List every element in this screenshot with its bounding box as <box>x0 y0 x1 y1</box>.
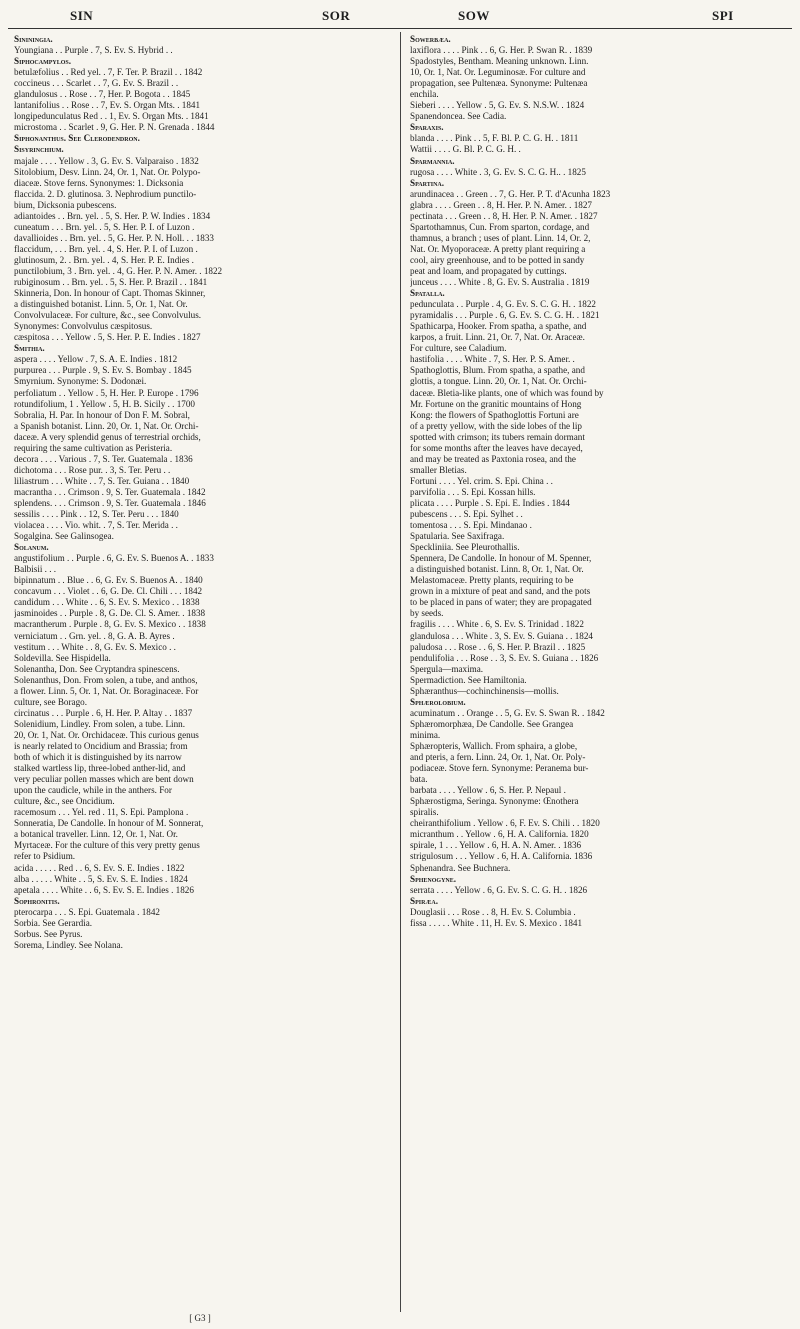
entry-line: perfoliatum . . Yellow . 5, H. Her. P. Europe . 1796 <box>14 387 199 398</box>
entry-line: alba . . . . . White . . 5, S. Ev. S. E. Indies . 1824 <box>14 873 188 884</box>
entry-line: parvifolia . . . S. Epi. Kossan hills. <box>410 486 536 497</box>
left-column <box>14 34 392 951</box>
entry-line: Sobralia, H. Par. In honour of Don F. M. Sobral, <box>14 409 190 420</box>
header-left-outer: SIN <box>70 8 94 23</box>
entry-line: strigulosum . . . Yellow . 6, H. A. California. 1836 <box>410 851 593 862</box>
entry-line: blanda . . . . Pink . . 5, F. Bl. P. C. G. H. . 1811 <box>410 133 579 144</box>
entry-line: macrantha . . . Crimson . 9, S. Ter. Guatemala . 1842 <box>14 486 206 497</box>
entry-line: tomentosa . . . S. Epi. Mindanao . <box>410 520 532 531</box>
entry-line: a distinguished botanist. Linn. 5, Or. 1, Nat. Or. <box>14 299 188 310</box>
entry-line: purpurea . . . Purple . 9, S. Ev. S. Bombay . 1845 <box>14 365 192 376</box>
entry-line: Speckliniia. See Pleurothallis. <box>410 542 520 553</box>
entry-line: verniciatum . . Grn. yel. . 8, G. A. B. Ayres . <box>14 630 175 641</box>
entry-line: rugosa . . . . White . 3, G. Ev. S. C. G. H.. . 1825 <box>410 166 586 177</box>
entry-line: for some months after the leaves have decayed, <box>410 442 583 453</box>
entry-line: podiaceæ. Stove fern. Synonyme: Peranema bur- <box>410 763 589 774</box>
entry-line: Spathicarpa, Hooker. From spatha, a spathe, and <box>410 321 587 332</box>
entry-line: and pteris, a fern. Linn. 24, Or. 1, Nat. Or. Poly- <box>410 752 586 763</box>
entry-line: paludosa . . . Rose . . 6, S. Her. P. Brazil . . 1825 <box>410 641 586 652</box>
genus-heading: Siphocampylos. <box>14 56 72 67</box>
entry-line: thamnus, a branch ; uses of plant. Linn. 14, Or. 2, <box>410 232 591 243</box>
entry-line: peat and loam, and propagated by cuttings. <box>410 265 567 276</box>
entry-line: is nearly related to Oncidium and Brassia; from <box>14 741 188 751</box>
entry-line: Spennera, De Candolle. In honour of M. Spenner, <box>410 553 592 564</box>
entry-line: Melastomaceæ. Pretty plants, requiring to be <box>410 575 574 586</box>
genus-heading: Spartina. <box>410 177 445 188</box>
entry-line: Kong: the flowers of Spathoglottis Fortuni are <box>410 409 579 420</box>
entry-line: a Spanish botanist. Linn. 20, Or. 1, Nat. Or. Orchi- <box>14 420 199 431</box>
entry-line: pendulifolia . . . Rose . . 3, S. Ev. S. Guiana . . 1826 <box>410 652 599 663</box>
entry-line: of a pretty yellow, with the side lobes of the lip <box>410 420 582 431</box>
genus-heading: Smithia. <box>14 343 45 354</box>
entry-line: glandulosa . . . White . 3, S. Ev. S. Guiana . . 1824 <box>410 630 593 641</box>
entry-line: and may be treated as Paxtonia rosea, and the <box>410 453 576 464</box>
entry-line: racemosum . . . Yel. red . 11, S. Epi. Pamplona . <box>14 807 189 818</box>
entry-line: bium, Dicksonia pubescens. <box>14 199 117 210</box>
page-number: [ G3 ] <box>189 1313 211 1323</box>
entry-line: cool, airy greenhouse, and to be potted in sandy <box>410 254 585 265</box>
entry-line: decora . . . . Various . 7, S. Ter. Guatemala . 1836 <box>14 453 193 464</box>
entry-line: Solenantha, Don. See Cryptandra spinescens. <box>14 663 180 674</box>
header-rule <box>8 28 792 29</box>
entry-line: Sonneratia, De Candolle. In honour of M. Sonnerat, <box>14 818 204 829</box>
genus-heading: Sparaxis. <box>410 122 444 133</box>
entry-line: Fortuni . . . . Yel. crim. S. Epi. China . . <box>410 475 553 486</box>
entry-line: requiring the same cultivation as Peristeria. <box>14 442 173 453</box>
entry-line: pectinata . . . Green . . 8, H. Her. P. N. Amer. . 1827 <box>410 210 598 221</box>
entry-line: daceæ. A very splendid genus of terrestrial orchids, <box>14 431 201 442</box>
entry-line: plicata . . . . Purple . S. Epi. E. Indies . 1844 <box>410 497 570 508</box>
entry-line: liliastrum . . . White . . 7, S. Ter. Guiana . . 1840 <box>14 475 190 486</box>
entry-line: glandulosus . . Rose . . 7, Her. P. Bogota . . 1845 <box>14 89 191 100</box>
entry-line: longipedunculatus Red . . 1, Ev. S. Organ Mts. . 1841 <box>14 111 209 122</box>
entry-line: refer to Psidium. <box>14 851 76 862</box>
entry-line: punctilobium, 3 . Brn. yel. . 4, G. Her. P. N. Amer. . 1822 <box>14 265 223 276</box>
genus-heading: Sisyrinchium. <box>14 144 64 155</box>
entry-line: junceus . . . . White . 8, G. Ev. S. Australia . 1819 <box>410 277 590 288</box>
entry-line: rotundifolium, 1 . Yellow . 5, H. B. Sicily . . 1700 <box>14 398 195 409</box>
genus-heading: Spiræa. <box>410 895 439 906</box>
entry-line: cæspitosa . . . Yellow . 5, S. Her. P. E. Indies . 1827 <box>14 332 201 343</box>
entry-line: spiralis. <box>410 807 439 818</box>
entry-line: Sphenandra. See Buchnera. <box>410 862 511 873</box>
entry-line: pedunculata . . Purple . 4, G. Ev. S. C. G. H. . 1822 <box>410 299 596 310</box>
entry-line: candidum . . . White . . 6, S. Ev. S. Mexico . . 1838 <box>14 597 200 608</box>
entry-line: upon the caudicle, while in the anthers. For <box>14 785 172 796</box>
genus-heading: Siphonanthus. See Clerodendron. <box>14 133 140 144</box>
entry-line: both of which it is distinguished by its narrow <box>14 752 182 763</box>
entry-line: Nat. Or. Myoporaceæ. A pretty plant requiring a <box>410 243 586 254</box>
column-divider <box>400 32 401 1312</box>
entry-line: to be placed in pans of water; they are propagated <box>410 597 592 608</box>
entry-line: Convolvulaceæ. For culture, &c., see Convolvulus. <box>14 310 202 321</box>
entry-line: adiantoides . . Brn. yel. . 5, S. Her. P. W. Indies . 1834 <box>14 210 211 221</box>
entry-line: enchila. <box>410 89 439 100</box>
entry-line: Spathoglottis, Blum. From spatha, a spathe, and <box>410 365 585 376</box>
entry-line: Synonymes: Convolvulus cæspitosus. <box>14 321 153 332</box>
entry-line: Douglasii . . . Rose . . 8, H. Ev. S. Columbia . <box>410 906 576 917</box>
entry-line: Spartothamnus, Cun. From sparton, cordage, and <box>410 221 590 232</box>
entry-line: cuneatum . . . Brn. yel. . 5, S. Her. P. I. of Luzon . <box>14 221 195 232</box>
genus-heading: Sparmannia. <box>410 155 455 166</box>
entry-line: macrantherum . Purple . 8, G. Ev. S. Mexico . . 1838 <box>14 619 206 630</box>
entry-line: Spatularia. See Saxifraga. <box>410 531 505 542</box>
entry-line: Sorema, Lindley. See Nolana. <box>14 939 123 950</box>
entry-line: Spanendoncea. See Cadia. <box>410 111 507 122</box>
entry-line: vestitum . . . White . . 8, G. Ev. S. Mexico . . <box>14 641 176 652</box>
entry-line: cheiranthifolium . Yellow . 6, F. Ev. S. Chili . . 1820 <box>410 818 600 829</box>
entry-line: Mr. Fortune on the granitic mountains of Hong <box>410 398 582 409</box>
entry-line: Sitolobium, Desv. Linn. 24, Or. 1, Nat. Or. Polypo- <box>14 166 201 177</box>
entry-line: flaccidum, . . . Brn. yel. . 4, S. Her. P. I. of Luzon . <box>14 243 198 254</box>
page-header <box>0 0 800 30</box>
entry-line: concavum . . . Violet . . 6, G. De. Cl. Chili . . . 1842 <box>14 586 203 597</box>
entry-line: Spergula—maxima. <box>410 663 484 674</box>
entry-line: bipinnatum . . Blue . . 6, G. Ev. S. Buenos A. . 1840 <box>14 575 203 586</box>
entry-line: circinatus . . . Purple . 6, H. Her. P. Altay . . 1837 <box>14 707 193 718</box>
entry-line: pubescens . . . S. Epi. Sylhet . . <box>410 509 523 520</box>
entry-line: a distinguished botanist. Linn. 8, Or. 1, Nat. Or. <box>410 564 584 575</box>
entry-line: very peculiar pollen masses which are bent down <box>14 774 194 785</box>
entry-line: For culture, see Caladium. <box>410 343 507 354</box>
entry-line: Sphæropteris, Wallich. From sphaira, a globe, <box>410 741 578 751</box>
entry-line: Solenanthus, Don. From solen, a tube, and anthos, <box>14 674 198 685</box>
entry-line: serrata . . . . Yellow . 6, G. Ev. S. C. G. H. . 1826 <box>410 884 588 895</box>
entry-line: Spadostyles, Bentham. Meaning unknown. Linn. <box>410 56 589 67</box>
entry-line: glutinosum, 2. . Brn. yel. . 4, S. Her. P. E. Indies . <box>14 254 194 265</box>
entry-line: rubiginosum . . Brn. yel. . 5, S. Her. P. Brazil . . 1841 <box>14 277 208 288</box>
entry-line: fissa . . . . . White . 11, H. Ev. S. Mexico . 1841 <box>410 917 583 928</box>
entry-line: culture, see Borago. <box>14 696 87 707</box>
genus-heading: Sophronitis. <box>14 895 60 906</box>
header-right-outer: SPI <box>712 8 734 23</box>
entry-line: 10, Or. 1, Nat. Or. Leguminosæ. For culture and <box>410 67 586 78</box>
genus-heading: Sowerbæa. <box>410 34 451 44</box>
entry-line: Sieberi . . . . Yellow . 5, G. Ev. S. N.S.W. . 1824 <box>410 100 585 111</box>
entry-line: Sphæranthus—cochinchinensis—mollis. <box>410 685 559 696</box>
entry-line: aspera . . . . Yellow . 7, S. A. E. Indies . 1812 <box>14 354 178 365</box>
entry-line: minima. <box>410 729 441 740</box>
entry-line: spotted with crimson; its tubers remain dormant <box>410 431 585 442</box>
genus-heading: Solanum. <box>14 542 49 553</box>
entry-line: Sorbus. See Pyrus. <box>14 928 83 939</box>
entry-line: coccineus . . . Scarlet . . 7, G. Ev. S. Brazil . . <box>14 78 179 89</box>
entry-line: daceæ. Bletia-like plants, one of which was found by <box>410 387 604 398</box>
genus-heading: Spatalla. <box>410 288 445 299</box>
entry-line: glabra . . . . Green . . 8, H. Her. P. N. Amer. . 1827 <box>410 199 592 210</box>
entry-line: microstoma . . Scarlet . 9, G. Her. P. N. Grenada . 1844 <box>14 122 215 133</box>
entry-line: glottis, a tongue. Linn. 20, Or. 1, Nat. Or. Orchi- <box>410 376 587 387</box>
entry-line: a botanical traveller. Linn. 12, Or. 1, Nat. Or. <box>14 829 178 840</box>
entry-line: splendens. . . . Crimson . 9, S. Ter. Guatemala . 1846 <box>14 497 206 508</box>
entry-line: Smyrnium. Synonyme: S. Dodonæi. <box>14 376 147 387</box>
entry-line: by seeds. <box>410 608 444 619</box>
entry-line: a flower. Linn. 5, Or. 1, Nat. Or. Boraginaceæ. For <box>14 685 199 696</box>
genus-heading: Sphærolobium. <box>410 696 466 707</box>
entry-line: micranthum . . Yellow . 6, H. A. California. 1820 <box>410 829 589 840</box>
entry-line: bata. <box>410 774 428 785</box>
entry-line: davallioides . . Brn. yel. . 5, G. Her. P. N. Holl. . . 1833 <box>14 232 214 243</box>
header-left-inner: SOR <box>322 8 351 23</box>
entry-line: propagation, see Pultenæa. Synonyme: Pultenæa <box>410 78 588 89</box>
entry-line: pterocarpa . . . S. Epi. Guatemala . 1842 <box>14 906 160 917</box>
entry-line: stalked wartless lip, three-lobed anther-lid, and <box>14 763 186 774</box>
entry-line: Soldevilla. See Hispidella. <box>14 652 111 663</box>
entry-line: spirale, 1 . . . Yellow . 6, H. A. N. Amer. . 1836 <box>410 840 582 851</box>
entry-line: acida . . . . . Red . . 6, S. Ev. S. E. Indies . 1822 <box>14 862 185 873</box>
entry-line: Balbisii . . . <box>14 564 57 575</box>
entry-line: hastifolia . . . . White . 7, S. Her. P. S. Amer. . <box>410 354 575 365</box>
entry-line: jasminoides . . Purple . 8, G. De. Cl. S. Amer. . 1838 <box>14 608 206 619</box>
entry-line: culture, &c., see Oncidium. <box>14 796 115 807</box>
entry-line: Solenidium, Lindley. From solen, a tube. Linn. <box>14 718 185 729</box>
entry-line: Sphærostigma, Seringa. Synonyme: Œnothera <box>410 796 579 807</box>
entry-line: betulæfolius . . Red yel. . 7, F. Ter. P. Brazil . . 1842 <box>14 67 203 78</box>
entry-line: smaller Bletias. <box>410 464 467 475</box>
entry-line: acuminatum . . Orange . . 5, G. Ev. S. Swan R. . 1842 <box>410 707 605 718</box>
entry-line: fragilis . . . . White . 6, S. Ev. S. Trinidad . 1822 <box>410 619 584 630</box>
entry-line: sessilis . . . . Pink . . 12, S. Ter. Peru . . . 1840 <box>14 509 179 520</box>
genus-heading: Sphenogyne. <box>410 873 457 884</box>
entry-line: majale . . . . Yellow . 3, G. Ev. S. Valparaiso . 1832 <box>14 155 199 166</box>
entry-line: Youngiana . . Purple . 7, S. Ev. S. Hybrid . . <box>14 45 173 56</box>
entry-line: Myrtaceæ. For the culture of this very pretty genus <box>14 840 200 851</box>
genus-heading: Sininingia. <box>14 34 53 44</box>
entry-line: lantanifolius . . Rose . . 7, Ev. S. Organ Mts. . 1841 <box>14 100 201 111</box>
header-right-inner: SOW <box>458 8 490 23</box>
entry-line: dichotoma . . . Rose pur. . 3, S. Ter. Peru . . <box>14 464 171 475</box>
entry-line: Sogalgina. See Galinsogea. <box>14 531 114 542</box>
entry-line: barbata . . . . Yellow . 6, S. Her. P. Nepaul . <box>410 785 566 796</box>
entry-line: grown in a mixture of peat and sand, and the pots <box>410 586 591 597</box>
entry-line: karpos, a fruit. Linn. 21, Or. 7, Nat. Or. Araceæ. <box>410 332 585 343</box>
entry-line: violacea . . . . Vio. whit. . 7, S. Ter. Merida . . <box>14 520 178 531</box>
entry-line: arundinacea . . Green . . 7, G. Her. P. T. d'Acunha 1823 <box>410 188 611 199</box>
entry-line: Skinneria, Don. In honour of Capt. Thomas Skinner, <box>14 288 206 299</box>
entry-line: Sorbia. See Gerardia. <box>14 917 93 928</box>
right-column <box>410 34 788 929</box>
entry-line: apetala . . . . White . . 6, S. Ev. S. E. Indies . 1826 <box>14 884 194 895</box>
entry-line: Sphæromorphæa, De Candolle. See Grangea <box>410 718 574 729</box>
entry-line: flaccida. 2. D. glutinosa. 3. Nephrodium punctilo- <box>14 188 197 199</box>
entry-line: laxiflora . . . . Pink . . 6, G. Her. P. Swan R. . 1839 <box>410 45 593 56</box>
entry-line: 20, Or. 1, Nat. Or. Orchidaceæ. This curious genus <box>14 729 199 740</box>
entry-line: diaceæ. Stove ferns. Synonymes: 1. Dicksonia <box>14 177 184 188</box>
entry-line: pyramidalis . . . Purple . 6, G. Ev. S. C. G. H. . 1821 <box>410 310 600 321</box>
entry-line: Spermadiction. See Hamiltonia. <box>410 674 527 685</box>
entry-line: angustifolium . . Purple . 6, G. Ev. S. Buenos A. . 1833 <box>14 553 214 564</box>
entry-line: Wattii . . . . G. Bl. P. C. G. H. . <box>410 144 521 155</box>
